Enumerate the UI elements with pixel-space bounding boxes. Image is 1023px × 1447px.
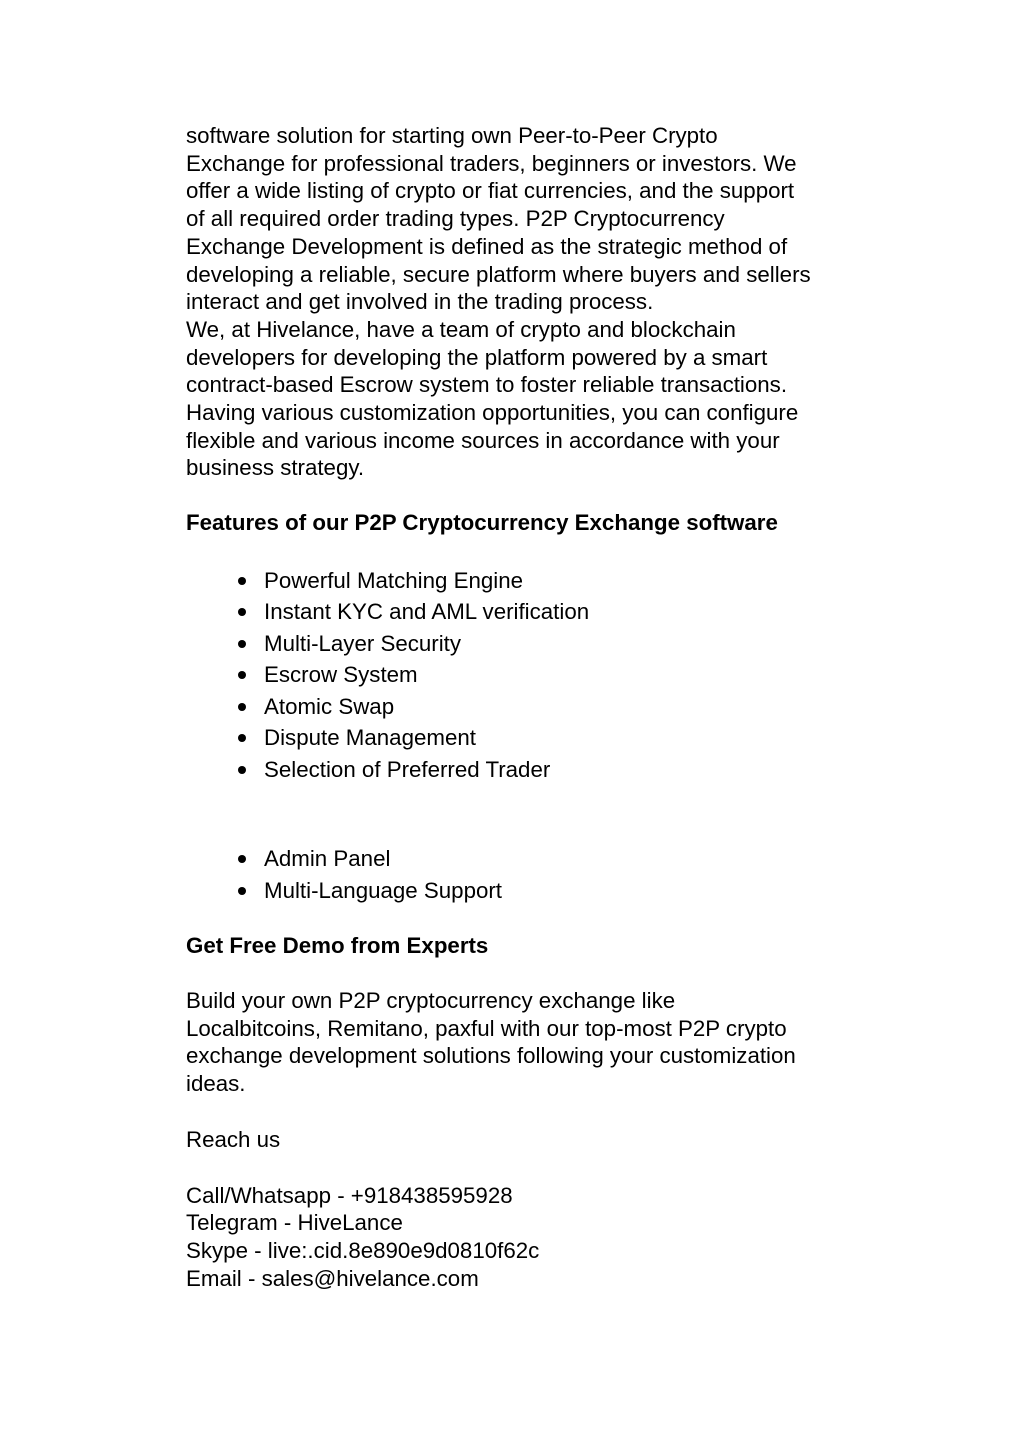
list-item: [186, 659, 876, 691]
bullet-icon: [238, 855, 246, 863]
contact-phone: Call/Whatsapp - +918438595928: [186, 1182, 513, 1208]
feature-label: Dispute Management: [264, 725, 476, 751]
intro-line: flexible and various income sources in accordance with your: [186, 427, 780, 453]
build-line: exchange development solutions following your customization: [186, 1043, 796, 1069]
contact-email: Email - sales@hivelance.com: [186, 1265, 479, 1291]
bullet-icon: [238, 703, 246, 711]
contact-skype: Skype - live:.cid.8e890e9d0810f62c: [186, 1237, 540, 1263]
feature-label: Multi-Language Support: [264, 877, 502, 903]
feature-label: Instant KYC and AML verification: [264, 599, 590, 625]
bullet-icon: [238, 734, 246, 742]
feature-label: Powerful Matching Engine: [264, 567, 524, 593]
intro-line: Exchange Development is defined as the strategic method of: [186, 233, 788, 259]
intro-line: software solution for starting own Peer-to-Peer Crypto: [186, 123, 718, 148]
intro-line: contract-based Escrow system to foster reliable transactions.: [186, 372, 788, 398]
bullet-icon: [238, 640, 246, 648]
list-item: [186, 691, 876, 723]
bullet-icon: [238, 671, 246, 679]
intro-paragraph: [186, 122, 876, 482]
intro-line: Having various customization opportunities, you can configure: [186, 400, 799, 426]
intro-line: business strategy.: [186, 455, 365, 481]
intro-line: developing a reliable, secure platform where buyers and sellers: [186, 261, 811, 287]
intro-line: offer a wide listing of crypto or fiat currencies, and the support: [186, 178, 795, 204]
list-item: [186, 565, 876, 597]
bullet-icon: [238, 887, 246, 895]
bullet-icon: [238, 608, 246, 616]
build-paragraph: [186, 987, 876, 1098]
build-line: Localbitcoins, Remitano, paxful with our top-most P2P crypto: [186, 1015, 787, 1041]
feature-label: Multi-Layer Security: [264, 630, 462, 656]
bullet-icon: [238, 766, 246, 774]
intro-line: interact and get involved in the trading process.: [186, 289, 654, 315]
features-heading: Features of our P2P Cryptocurrency Exchange software: [186, 510, 778, 536]
reach-us-label: [186, 1126, 876, 1154]
features-list-continued: [186, 843, 876, 906]
list-item: [186, 722, 876, 754]
demo-heading: Get Free Demo from Experts: [186, 933, 489, 959]
contact-details: [186, 1182, 876, 1293]
bullet-icon: [238, 577, 246, 585]
list-item: [186, 754, 876, 786]
list-item: [186, 596, 876, 628]
features-list: [186, 565, 876, 786]
intro-line: of all required order trading types. P2P Cryptocurrency: [186, 206, 725, 232]
reach-us-text: Reach us: [186, 1126, 281, 1152]
build-line: Build your own P2P cryptocurrency exchange like: [186, 988, 676, 1014]
feature-label: Admin Panel: [264, 846, 391, 872]
feature-label: Escrow System: [264, 662, 418, 688]
document-page: [186, 122, 876, 1292]
list-item: [186, 628, 876, 660]
contact-telegram: Telegram - HiveLance: [186, 1210, 403, 1236]
list-item: [186, 843, 876, 875]
feature-label: Selection of Preferred Trader: [264, 756, 551, 782]
intro-line: developers for developing the platform powered by a smart: [186, 344, 768, 370]
build-line: ideas.: [186, 1071, 246, 1097]
feature-label: Atomic Swap: [264, 693, 395, 719]
intro-line: Exchange for professional traders, beginners or investors. We: [186, 150, 797, 176]
intro-line: We, at Hivelance, have a team of crypto and blockchain: [186, 316, 736, 342]
list-item: [186, 875, 876, 907]
